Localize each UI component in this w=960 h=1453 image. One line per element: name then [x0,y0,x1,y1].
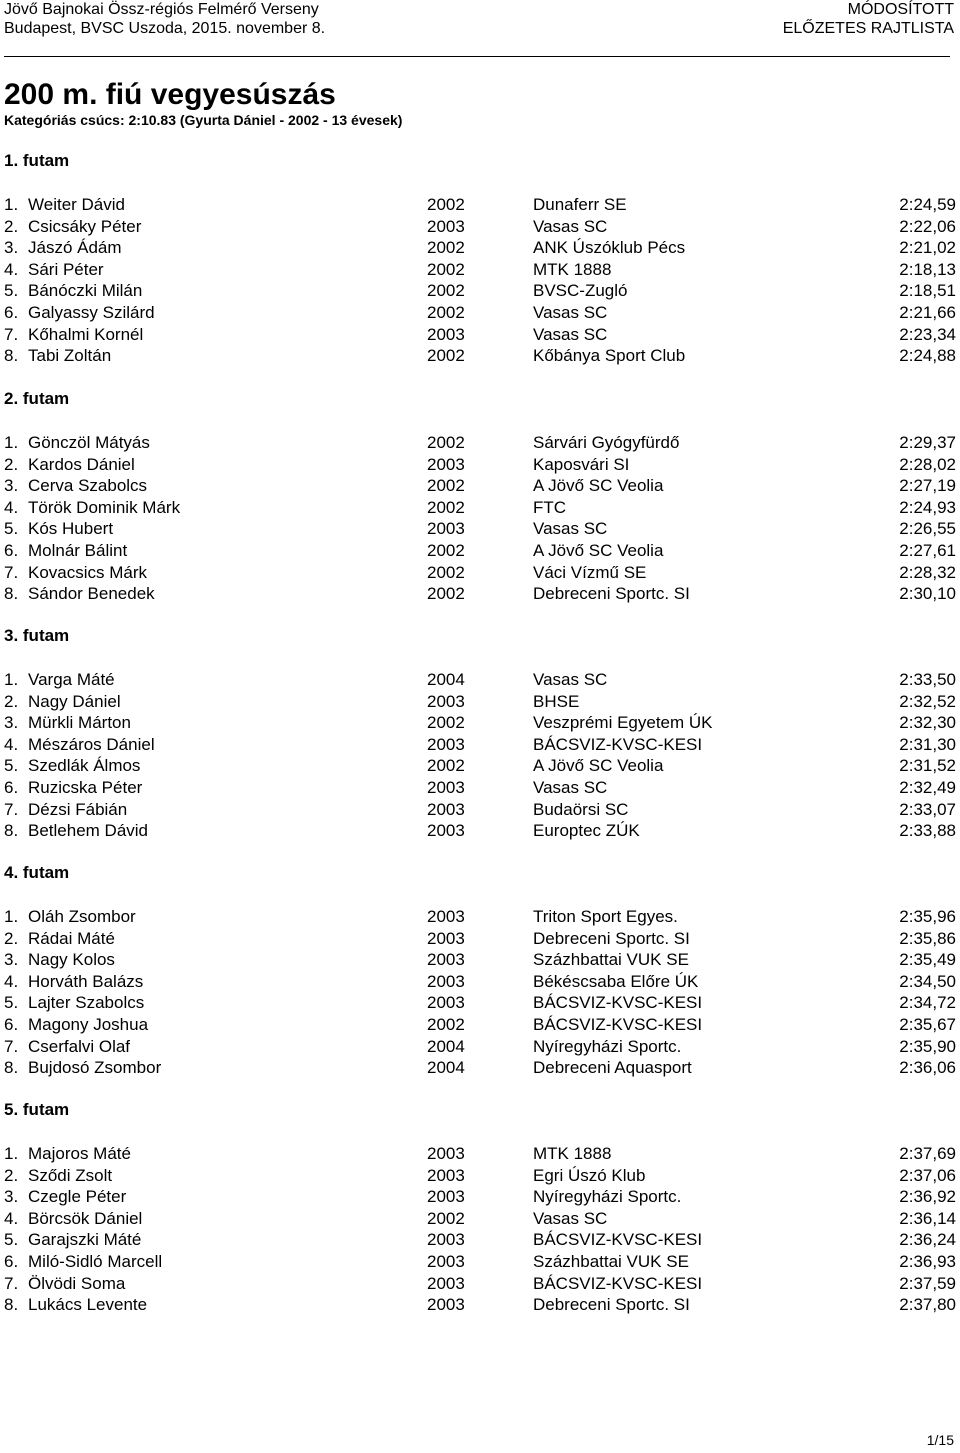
birth-year: 2003 [427,734,465,754]
table-row [0,583,960,604]
club-name: BÁCSVIZ-KVSC-KESI [533,734,703,754]
header-divider [4,56,950,57]
swimmer-name: Czegle Péter [28,1187,127,1207]
club-name: Vasas SC [533,216,608,236]
lane-number: 2. [4,216,19,236]
club-name: BÁCSVIZ-KVSC-KESI [533,993,703,1013]
table-row [0,992,960,1013]
lane-number: 8. [4,821,19,841]
swimmer-name: Jászó Ádám [28,238,122,258]
swimmer-name: Weiter Dávid [28,195,125,214]
entry-time: 2:37,80 [899,1295,956,1315]
table-row [0,518,960,539]
swimmer-name: Börcsök Dániel [28,1208,143,1228]
lane-number: 8. [4,1295,19,1315]
club-name: MTK 1888 [533,259,612,279]
table-row [0,906,960,927]
club-name: Vasas SC [533,303,608,322]
club-name: Egri Úszó Klub [533,1165,646,1185]
swimmer-name: Gönczöl Mátyás [28,433,150,452]
entry-time: 2:28,32 [899,562,956,582]
entry-time: 2:34,50 [899,971,956,991]
birth-year: 2003 [427,519,465,539]
birth-year: 2002 [427,303,465,322]
lane-number: 5. [4,756,19,776]
birth-year: 2002 [427,562,465,582]
club-name: Vasas SC [533,1208,608,1228]
entry-time: 2:30,10 [899,584,956,604]
lane-number: 7. [4,324,19,344]
entry-time: 2:34,72 [899,993,956,1013]
table-row [0,1143,960,1164]
table-row [0,799,960,820]
table-row [0,324,960,345]
lane-number: 5. [4,1230,19,1250]
entry-time: 2:18,13 [899,259,956,279]
table-row [0,1165,960,1186]
birth-year: 2003 [427,950,465,970]
table-row [0,540,960,561]
heat-title: 1. futam [4,151,70,170]
table-row [0,755,960,776]
swimmer-name: Szedlák Álmos [28,756,141,776]
lane-number: 3. [4,238,19,258]
swimmer-name: Cerva Szabolcs [28,476,148,496]
birth-year: 2003 [427,907,465,926]
club-name: Váci Vízmű SE [533,562,647,582]
birth-year: 2004 [427,670,465,689]
entry-time: 2:36,14 [899,1208,956,1228]
entry-time: 2:32,52 [899,691,956,711]
birth-year: 2003 [427,454,465,474]
table-row [0,669,960,690]
venue-date: Budapest, BVSC Uszoda, 2015. november 8. [4,20,326,37]
entry-time: 2:22,06 [899,216,956,236]
birth-year: 2003 [427,1230,465,1250]
lane-number: 1. [4,1144,19,1163]
lane-number: 2. [4,691,19,711]
swimmer-name: Tabi Zoltán [28,346,112,366]
lane-number: 1. [4,907,19,926]
birth-year: 2002 [427,1015,465,1034]
entry-time: 2:24,59 [899,195,956,214]
lane-number: 7. [4,1273,19,1293]
club-name: A Jövő SC Veolia [533,541,664,560]
entry-time: 2:23,34 [899,324,956,344]
entry-time: 2:35,67 [899,1015,956,1034]
event-title: 200 m. fiú vegyesúszás [4,78,336,111]
table-row [0,691,960,712]
swimmer-name: Horváth Balázs [28,971,144,991]
swimmer-name: Bánóczki Milán [28,281,143,301]
birth-year: 2002 [427,713,465,733]
lane-number: 3. [4,713,19,733]
entry-time: 2:33,07 [899,799,956,819]
birth-year: 2003 [427,1252,465,1271]
lane-number: 4. [4,971,19,991]
table-row [0,1036,960,1057]
entry-time: 2:28,02 [899,454,956,474]
heat-title: 4. futam [4,863,70,882]
entry-time: 2:27,19 [899,476,956,496]
table-row [0,302,960,323]
lane-number: 2. [4,454,19,474]
birth-year: 2004 [427,1058,465,1078]
entry-time: 2:36,06 [899,1058,956,1078]
entry-time: 2:32,49 [899,778,956,797]
club-name: Nyíregyházi Sportc. [533,1036,682,1056]
entry-time: 2:35,86 [899,928,956,948]
club-name: Vasas SC [533,324,608,344]
lane-number: 1. [4,195,19,214]
club-name: BHSE [533,691,580,711]
table-row [0,194,960,215]
lane-number: 7. [4,1036,19,1056]
club-name: Békéscsaba Előre ÚK [533,971,699,991]
table-row [0,1208,960,1229]
entry-time: 2:35,49 [899,950,956,970]
lane-number: 8. [4,1058,19,1078]
lane-number: 3. [4,476,19,496]
lane-number: 7. [4,562,19,582]
birth-year: 2003 [427,821,465,841]
swimmer-name: Kós Hubert [28,519,114,539]
table-row [0,1057,960,1078]
lane-number: 6. [4,541,19,560]
club-name: BVSC-Zugló [533,281,628,301]
club-name: Debreceni Aquasport [533,1058,692,1078]
club-name: Vasas SC [533,519,608,539]
birth-year: 2004 [427,1036,465,1056]
entry-time: 2:24,88 [899,346,956,366]
birth-year: 2003 [427,971,465,991]
swimmer-name: Cserfalvi Olaf [28,1036,131,1056]
club-name: Kőbánya Sport Club [533,346,686,366]
club-name: Vasas SC [533,778,608,797]
birth-year: 2002 [427,584,465,604]
table-row [0,1229,960,1250]
swimmer-name: Mürkli Márton [28,713,131,733]
table-row [0,734,960,755]
club-name: Vasas SC [533,670,608,689]
table-row [0,259,960,280]
entry-time: 2:21,66 [899,303,956,322]
swimmer-name: Majoros Máté [28,1144,131,1163]
birth-year: 2002 [427,238,465,258]
table-row [0,475,960,496]
birth-year: 2003 [427,691,465,711]
table-row [0,1294,960,1315]
entry-time: 2:33,88 [899,821,956,841]
swimmer-name: Kovacsics Márk [28,562,148,582]
birth-year: 2003 [427,1144,465,1163]
club-name: Százhbattai VUK SE [533,950,689,970]
swimmer-name: Rádai Máté [28,928,115,948]
club-name: Nyíregyházi Sportc. [533,1187,682,1207]
lane-number: 4. [4,734,19,754]
table-row [0,712,960,733]
swimmer-name: Török Dominik Márk [28,497,181,517]
club-name: A Jövő SC Veolia [533,476,664,496]
lane-number: 8. [4,584,19,604]
table-row [0,237,960,258]
entry-time: 2:37,69 [899,1144,956,1163]
entry-time: 2:26,55 [899,519,956,539]
swimmer-name: Mészáros Dániel [28,734,155,754]
lane-number: 6. [4,1252,19,1271]
lane-number: 3. [4,950,19,970]
lane-number: 1. [4,433,19,452]
swimmer-name: Ölvödi Soma [28,1273,126,1293]
birth-year: 2003 [427,1273,465,1293]
entry-time: 2:24,93 [899,497,956,517]
entry-time: 2:31,30 [899,734,956,754]
swimmer-name: Csicsáky Péter [28,216,142,236]
lane-number: 2. [4,1165,19,1185]
swimmer-name: Sándor Benedek [28,584,155,604]
swimmer-name: Dézsi Fábián [28,799,128,819]
lane-number: 5. [4,519,19,539]
table-row [0,1273,960,1294]
swimmer-name: Magony Joshua [28,1015,149,1034]
birth-year: 2003 [427,216,465,236]
entry-time: 2:37,59 [899,1273,956,1293]
entry-time: 2:18,51 [899,281,956,301]
swimmer-name: Bujdosó Zsombor [28,1058,162,1078]
birth-year: 2002 [427,433,465,452]
category-record: Kategóriás csúcs: 2:10.83 (Gyurta Dániel - 2002 - 13 évesek) [4,112,403,128]
table-row [0,562,960,583]
heat-title: 2. futam [4,389,70,408]
entry-time: 2:35,96 [899,907,956,926]
club-name: Triton Sport Egyes. [533,907,678,926]
swimmer-name: Betlehem Dávid [28,821,149,841]
birth-year: 2002 [427,756,465,776]
lane-number: 6. [4,778,19,797]
entry-time: 2:36,93 [899,1252,956,1271]
lane-number: 4. [4,259,19,279]
club-name: BÁCSVIZ-KVSC-KESI [533,1230,703,1250]
club-name: BÁCSVIZ-KVSC-KESI [533,1273,703,1293]
table-row [0,971,960,992]
lane-number: 4. [4,1208,19,1228]
club-name: ANK Úszóklub Pécs [533,238,686,258]
swimmer-name: Ruzicska Péter [28,778,143,797]
entry-time: 2:36,92 [899,1187,956,1207]
club-name: Százhbattai VUK SE [533,1252,689,1271]
swimmer-name: Kőhalmi Kornél [28,324,144,344]
swimmer-name: Molnár Bálint [28,541,128,560]
table-row [0,820,960,841]
birth-year: 2002 [427,195,465,214]
entry-time: 2:27,61 [899,541,956,560]
birth-year: 2002 [427,259,465,279]
birth-year: 2002 [427,476,465,496]
lane-number: 4. [4,497,19,517]
club-name: Debreceni Sportc. SI [533,928,690,948]
birth-year: 2003 [427,1295,465,1315]
birth-year: 2002 [427,497,465,517]
table-row [0,949,960,970]
swimmer-name: Nagy Kolos [28,950,115,970]
competition-name: Jövő Bajnokai Össz-régiós Felmérő Verseny [4,1,319,18]
entry-time: 2:33,50 [899,670,956,689]
club-name: Dunaferr SE [533,195,627,214]
swimmer-name: Lukács Levente [28,1295,148,1315]
birth-year: 2002 [427,346,465,366]
entry-time: 2:29,37 [899,433,956,452]
birth-year: 2003 [427,324,465,344]
lane-number: 7. [4,799,19,819]
entry-time: 2:35,90 [899,1036,956,1056]
table-row [0,345,960,366]
club-name: Debreceni Sportc. SI [533,1295,690,1315]
birth-year: 2002 [427,1208,465,1228]
lane-number: 5. [4,993,19,1013]
club-name: Budaörsi SC [533,799,629,819]
table-row [0,928,960,949]
document-status: MÓDOSÍTOTT [847,1,954,18]
lane-number: 8. [4,346,19,366]
club-name: A Jövő SC Veolia [533,756,664,776]
club-name: BÁCSVIZ-KVSC-KESI [533,1015,703,1034]
swimmer-name: Galyassy Szilárd [28,303,155,322]
heat-title: 3. futam [4,626,70,645]
lane-number: 3. [4,1187,19,1207]
swimmer-name: Sári Péter [28,259,104,279]
club-name: Debreceni Sportc. SI [533,584,690,604]
table-row [0,216,960,237]
entry-time: 2:37,06 [899,1165,956,1185]
birth-year: 2003 [427,1165,465,1185]
birth-year: 2003 [427,799,465,819]
swimmer-name: Sződi Zsolt [28,1165,113,1185]
lane-number: 2. [4,928,19,948]
entry-time: 2:31,52 [899,756,956,776]
page-number: 1/15 [926,1432,954,1448]
club-name: Veszprémi Egyetem ÚK [533,713,713,733]
table-row [0,1251,960,1272]
swimmer-name: Nagy Dániel [28,691,121,711]
birth-year: 2003 [427,993,465,1013]
swimmer-name: Varga Máté [28,670,115,689]
lane-number: 1. [4,670,19,689]
swimmer-name: Oláh Zsombor [28,907,136,926]
entry-time: 2:21,02 [899,238,956,258]
entry-time: 2:36,24 [899,1230,956,1250]
lane-number: 5. [4,281,19,301]
table-row [0,1014,960,1035]
swimmer-name: Lajter Szabolcs [28,993,145,1013]
lane-number: 6. [4,1015,19,1034]
birth-year: 2003 [427,778,465,797]
club-name: Europtec ZÚK [533,821,640,841]
table-row [0,432,960,453]
club-name: FTC [533,497,567,517]
swimmer-name: Garajszki Máté [28,1230,142,1250]
document-type: ELŐZETES RAJTLISTA [782,20,954,37]
lane-number: 6. [4,303,19,322]
birth-year: 2003 [427,928,465,948]
swimmer-name: Miló-Sidló Marcell [28,1252,163,1271]
table-row [0,1186,960,1207]
birth-year: 2002 [427,541,465,560]
swimmer-name: Kardos Dániel [28,454,135,474]
entry-time: 2:32,30 [899,713,956,733]
table-row [0,777,960,798]
birth-year: 2003 [427,1187,465,1207]
club-name: Kaposvári SI [533,454,630,474]
table-row [0,280,960,301]
table-row [0,454,960,475]
birth-year: 2002 [427,281,465,301]
club-name: Sárvári Gyógyfürdő [533,433,680,452]
club-name: MTK 1888 [533,1144,612,1163]
heat-title: 5. futam [4,1100,70,1119]
table-row [0,497,960,518]
